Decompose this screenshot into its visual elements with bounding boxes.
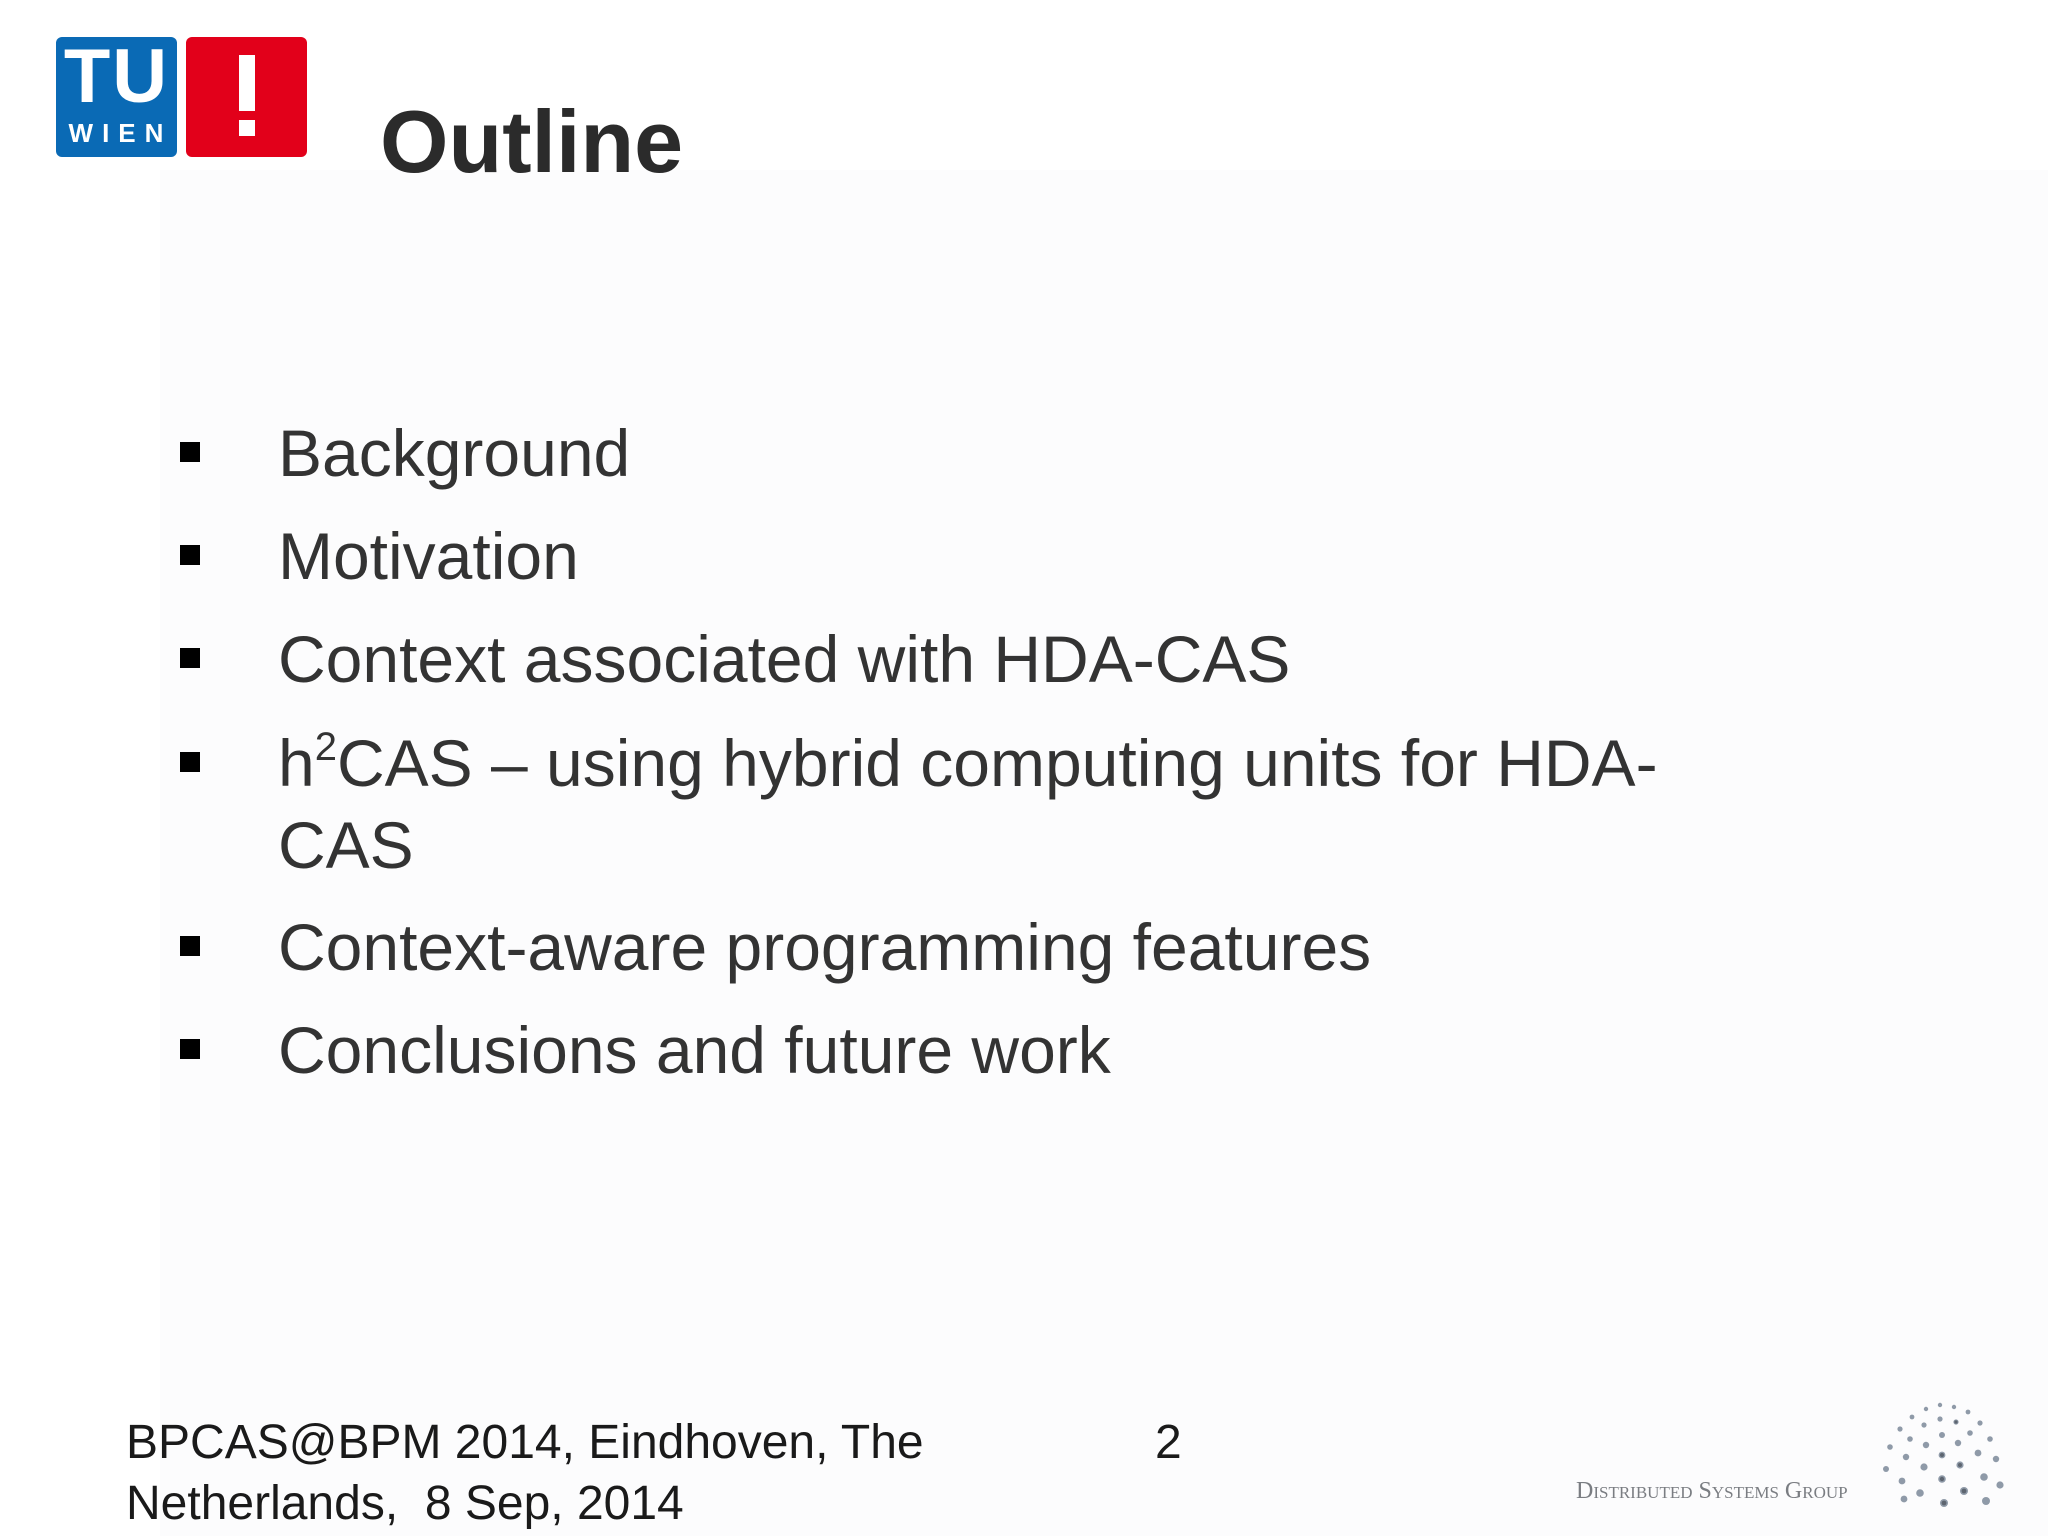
bullet-text: Context-aware programming features [278, 910, 1372, 984]
superscript: 2 [314, 725, 337, 769]
square-bullet-icon [180, 752, 200, 772]
tu-wien-logo [56, 34, 307, 157]
square-bullet-icon [180, 545, 200, 565]
slide-title: Outline [380, 92, 684, 191]
bullet-text-rest: CAS – using hybrid computing units for HDA-CAS [278, 726, 1658, 882]
square-bullet-icon [180, 1039, 200, 1059]
bullet-text: Background [278, 416, 631, 490]
bullet-text: Context associated with HDA-CAS [278, 622, 1291, 696]
bullet-text: Motivation [278, 519, 579, 593]
square-bullet-icon [180, 648, 200, 668]
wien-logo-text: WIEN [68, 118, 173, 148]
distributed-systems-group-logo [1870, 1395, 2010, 1515]
footer-line-2: Netherlands, 8 Sep, 2014 [126, 1477, 684, 1530]
exclamation-dot [239, 120, 255, 136]
bullet-text: Conclusions and future work [278, 1013, 1111, 1087]
square-bullet-icon [180, 936, 200, 956]
page-number: 2 [1155, 1416, 1182, 1469]
bullet-text-prefix: h [278, 726, 315, 800]
tu-logo-box [56, 34, 177, 157]
footer-event-info [126, 1412, 1026, 1534]
bullet-text [278, 722, 1738, 886]
exclamation-logo-box [186, 37, 307, 157]
tu-logo-text: TU [63, 34, 170, 119]
exclamation-bar [239, 55, 255, 111]
footer-line-1: BPCAS@BPM 2014, Eindhoven, The [126, 1416, 924, 1469]
distributed-systems-group-label: Distributed Systems Group [1576, 1478, 1848, 1504]
square-bullet-icon [180, 442, 200, 462]
